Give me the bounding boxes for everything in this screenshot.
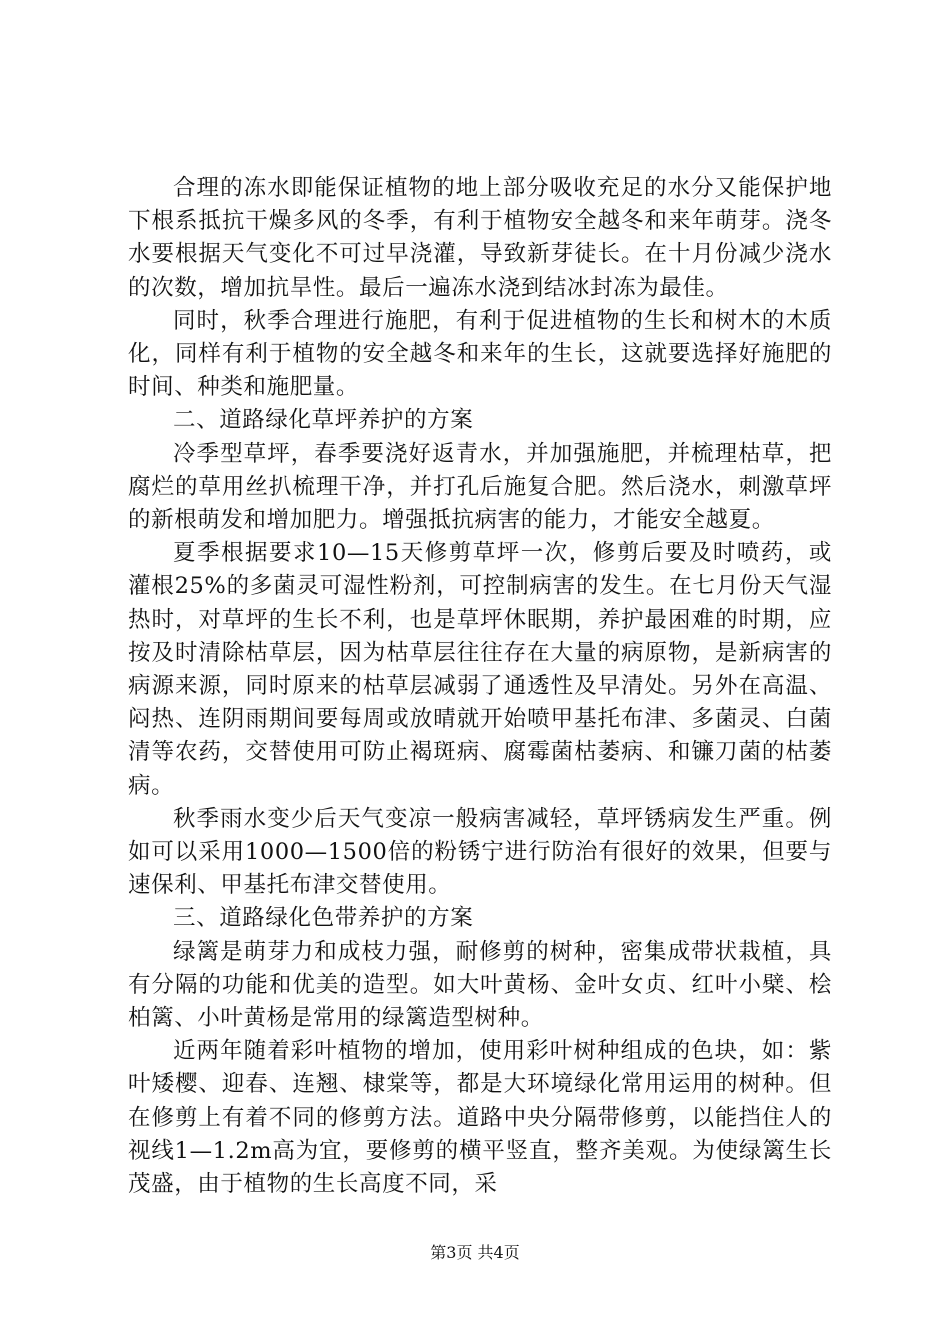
paragraph-hedge: 绿篱是萌芽力和成枝力强，耐修剪的树种，密集成带状栽植，具有分隔的功能和优美的造型。如大叶黄杨、金叶女贞、红叶小檗、桧柏篱、小叶黄杨是常用的绿篱造型树种。	[128, 938, 832, 1032]
paragraph-autumn-fertilizing: 同时，秋季合理进行施肥，有利于促进植物的生长和树木的木质化，同样有利于植物的安全越冬和来年的生长，这就要选择好施肥的时间、种类和施肥量。	[128, 307, 832, 401]
page-footer: 第3页 共4页	[430, 1243, 520, 1262]
paragraph-color-leaf-plants: 近两年随着彩叶植物的增加，使用彩叶树种组成的色块，如：紫叶矮樱、迎春、连翘、棣棠等，都是大环境绿化常用运用的树种。但在修剪上有着不同的修剪方法。道路中央分隔带修剪，以能挡住人的视线1—1.2m高为宜，要修剪的横平竖直，整齐美观。为使绿篱生长茂盛，由于植物的生长高度不同，采	[128, 1038, 832, 1198]
section-heading-lawn: 二、道路绿化草坪养护的方案	[173, 407, 474, 434]
paragraph-cool-season-lawn: 冷季型草坪，春季要浇好返青水，并加强施肥，并梳理枯草，把腐烂的草用丝扒梳理干净，并打孔后施复合肥。然后浇水，刺激草坪的新根萌发和增加肥力。增强抵抗病害的能力，才能安全越夏。	[128, 440, 832, 534]
section-heading-color-belt: 三、道路绿化色带养护的方案	[173, 905, 474, 932]
paragraph-summer-lawn: 夏季根据要求10—15天修剪草坪一次，修剪后要及时喷药，或灌根25%的多菌灵可湿性粉剂，可控制病害的发生。在七月份天气湿热时，对草坪的生长不利，也是草坪休眠期，养护最困难的时期，应按及时清除枯草层，因为枯草层往往存在大量的病原物，是新病害的病源来源，同时原来的枯草层减弱了通透性及早清处。另外在高温、闷热、连阴雨期间要每周或放晴就开始喷甲基托布津、多菌灵、白菌清等农药，交替使用可防止褐斑病、腐霉菌枯萎病、和镰刀菌的枯萎病。	[128, 540, 832, 799]
document-body	[128, 172, 832, 1201]
paragraph-winter-watering: 合理的冻水即能保证植物的地上部分吸收充足的水分又能保护地下根系抵抗干燥多风的冬季，有利于植物安全越冬和来年萌芽。浇冬水要根据天气变化不可过早浇灌，导致新芽徒长。在十月份减少浇水的次数，增加抗旱性。最后一遍冻水浇到结冰封冻为最佳。	[128, 175, 832, 301]
paragraph-autumn-lawn: 秋季雨水变少后天气变凉一般病害减轻，草坪锈病发生严重。例如可以采用1000—1500倍的粉锈宁进行防治有很好的效果，但要与速保利、甲基托布津交替使用。	[128, 805, 832, 899]
